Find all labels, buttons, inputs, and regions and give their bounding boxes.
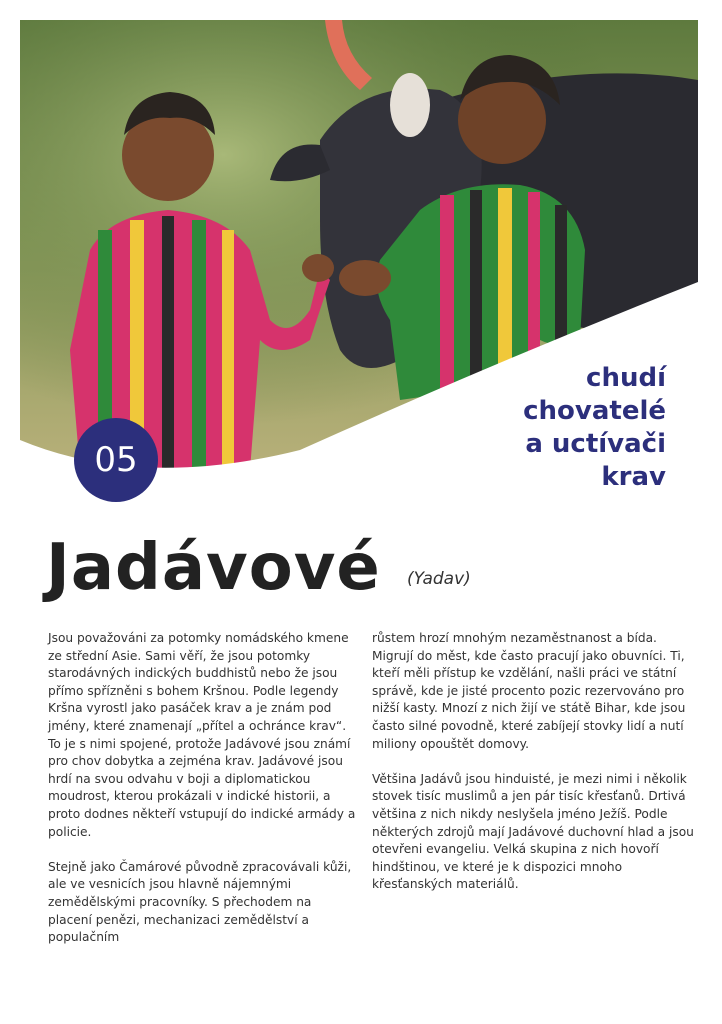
chapter-number-badge: 05 <box>74 418 158 502</box>
subtitle-line: krav <box>601 462 666 492</box>
paragraph: růstem hrozí mnohým nezaměstnanost a bída. Migrují do měst, kde často pracují jako obuvníci. Ti, kteří měli přístup ke vzdělání, našli práci ve státní správě, kde je jisté procento pozic rezervováno pro nižší kasty. Mnozí z nich žijí ve státě Bihar, kde jsou často silné povodně, které zabíjejí stovky lidí a nutí miliony opouštět domovy. <box>372 631 686 751</box>
subtitle <box>426 362 666 494</box>
paragraph: Jsou považováni za potomky nomádského kmene ze střední Asie. Sami věří, že jsou potomky starodávných indických buddhistů nebo že jsou přímo spřízněni s bohem Kršnou. Podle legendy Kršna vyrostl jako pasáček krav a je znám pod jmény, které znamenají „přítel a ochránce krav“. To je s nimi spojené, protože Jadávové jsou známí pro chov dobytka a zejména krav. Jadávové jsou hrdí na svou odvahu v boji a diplomatickou moudrost, kterou prokázali v indické historii, a proto dodnes někteří vstupují do indické armády a policie. <box>48 631 356 839</box>
text-column-left <box>48 630 358 964</box>
paragraph: Většina Jadávů jsou hinduisté, je mezi nimi i několik stovek tisíc muslimů a jen pár tisíc křesťanů. Drtivá většina z nich nikdy neslyšela jméno Ježíš. Podle některých zdrojů mají Jadávové duchovní hlad a jsou otevřeni evangeliu. Velká skupina z nich hovoří hindštinou, ve které je k dispozici mnoho křesťanských materiálů. <box>372 771 694 892</box>
subtitle-line: chudí <box>586 363 666 393</box>
subtitle-line: a uctívači <box>525 429 666 459</box>
subtitle-line: chovatelé <box>523 396 666 426</box>
alternate-name: (Yadav) <box>407 569 471 589</box>
page-title: Jadávové <box>46 531 381 605</box>
paragraph: Stejně jako Čamárové původně zpracovávali kůži, ale ve vesnicích jsou hlavně nájemnými zemědělskými pracovníky. S přechodem na placení penězi, mechanizaci zemědělství a populačním <box>48 859 352 945</box>
text-column-right <box>372 630 694 912</box>
